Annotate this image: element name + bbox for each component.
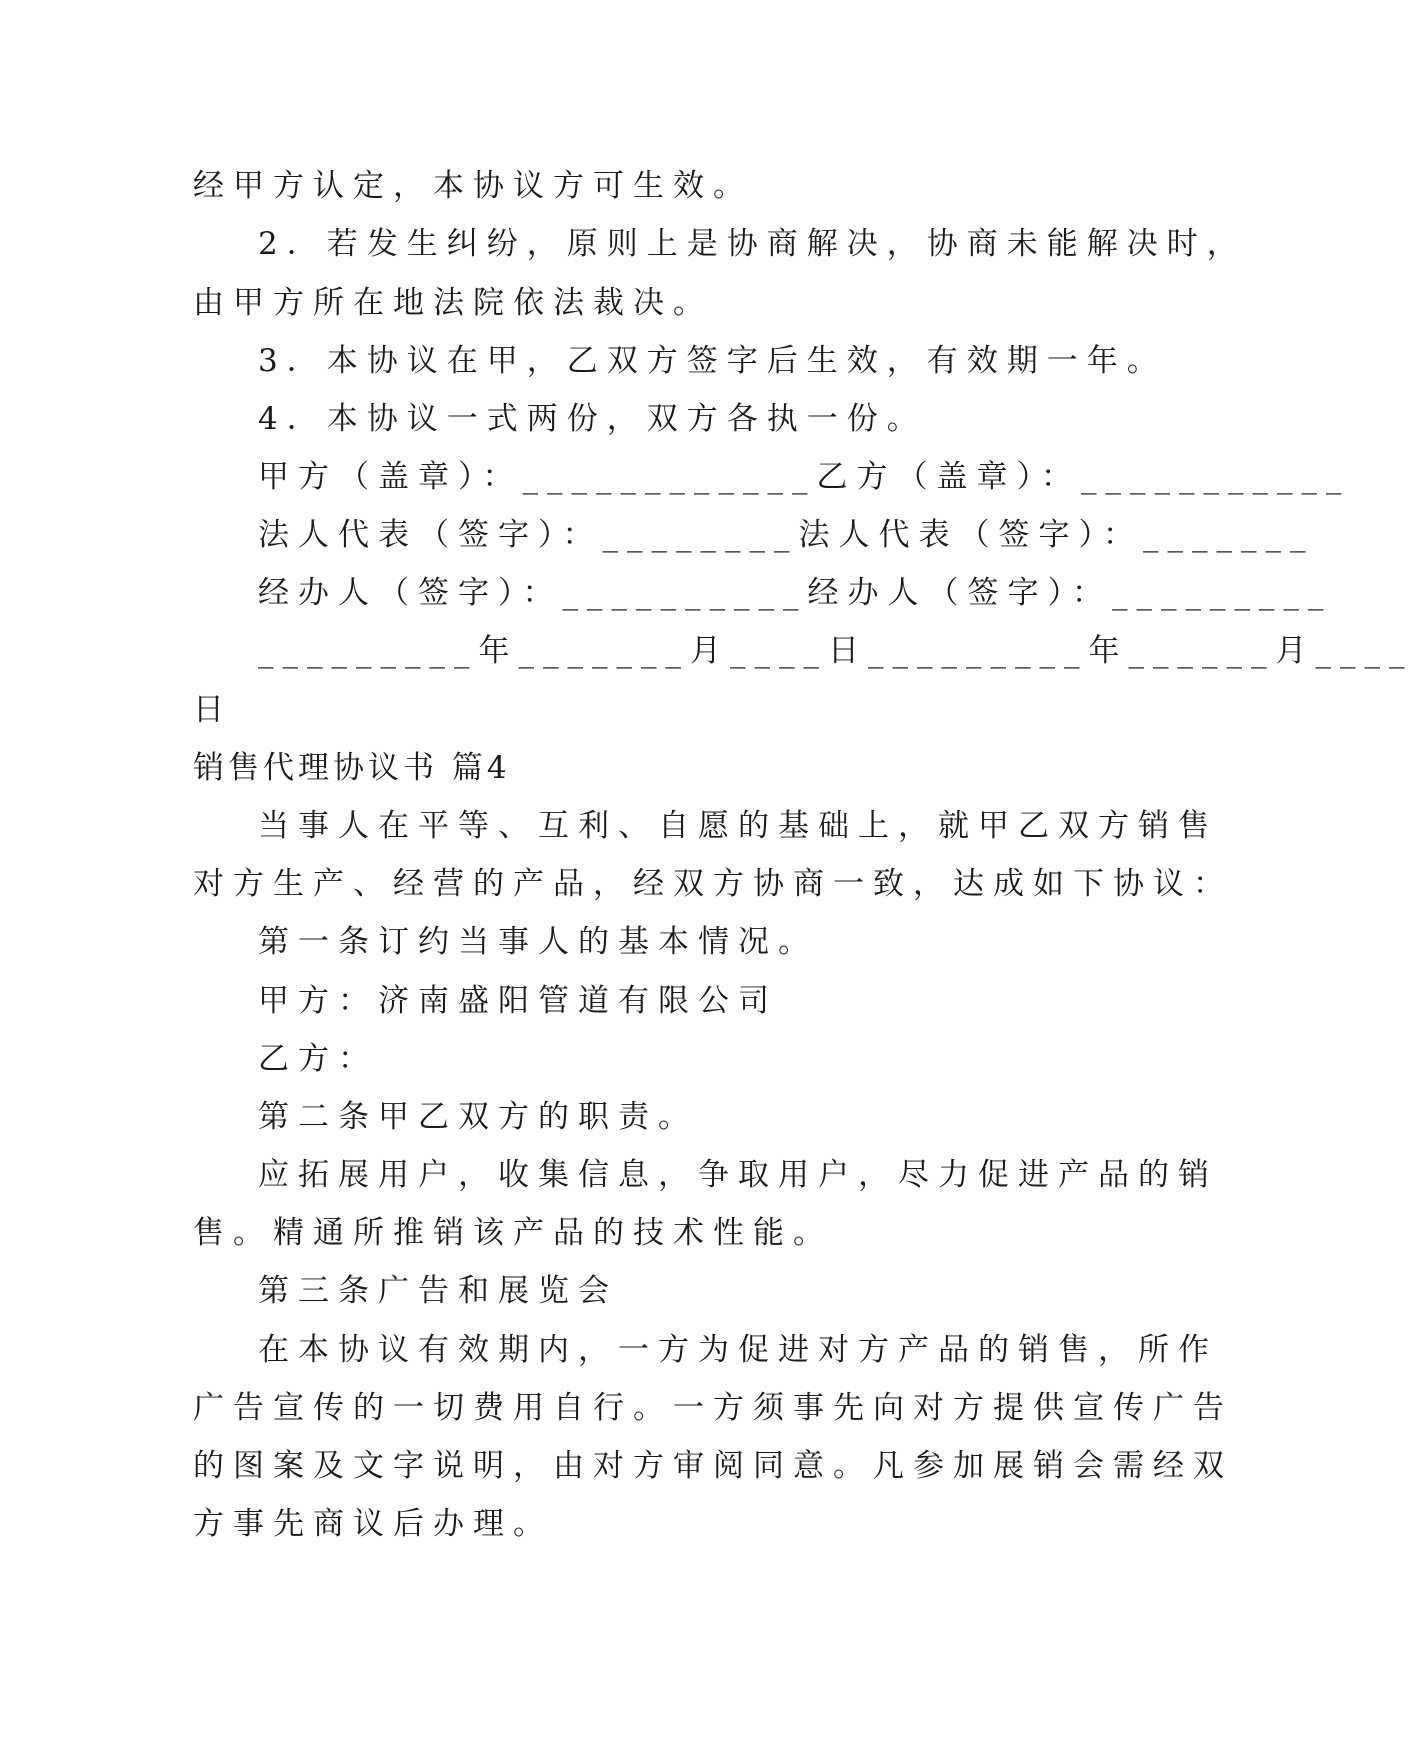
paragraph-line: 广告宣传的一切费用自行。一方须事先向对方提供宣传广告 <box>193 1390 1233 1426</box>
article-heading: 第三条广告和展览会 <box>258 1273 618 1309</box>
party-b-line: 乙方： <box>258 1041 378 1077</box>
clause-4-line: 4．本协议一式两份，双方各执一份。 <box>258 401 927 437</box>
paragraph-line: 应拓展用户，收集信息，争取用户，尽力促进产品的销 <box>258 1157 1218 1193</box>
date-line: _________年_______月____日_________年______月____ <box>258 633 1414 669</box>
paragraph-line: 方事先商议后办理。 <box>193 1506 553 1542</box>
paragraph-line: 经甲方认定，本协议方可生效。 <box>193 168 753 204</box>
handler-signature-line: 经办人（签字）：__________经办人（签字）：_________ <box>258 575 1333 611</box>
seal-signature-line: 甲方（盖章）：____________乙方（盖章）：___________ <box>258 459 1351 495</box>
clause-2-line: 2．若发生纠纷，原则上是协商解决，协商未能解决时， <box>258 226 1247 262</box>
paragraph-line: 售。精通所推销该产品的技术性能。 <box>193 1215 833 1251</box>
paragraph-line: 当事人在平等、互利、自愿的基础上，就甲乙双方销售 <box>258 808 1218 844</box>
paragraph-line: 的图案及文字说明，由对方审阅同意。凡参加展销会需经双 <box>193 1448 1233 1484</box>
paragraph-line: 在本协议有效期内，一方为促进对方产品的销售，所作 <box>258 1332 1218 1368</box>
article-heading: 第二条甲乙双方的职责。 <box>258 1099 698 1135</box>
paragraph-line: 由甲方所在地法院依法裁决。 <box>193 285 713 321</box>
clause-3-line: 3．本协议在甲，乙双方签字后生效，有效期一年。 <box>258 343 1167 379</box>
section-heading: 销售代理协议书 篇4 <box>193 750 511 786</box>
paragraph-line: 对方生产、经营的产品，经双方协商一致，达成如下协议： <box>193 866 1233 902</box>
legal-rep-signature-line: 法人代表（签字）：________法人代表（签字）：_______ <box>258 517 1315 553</box>
article-heading: 第一条订约当事人的基本情况。 <box>258 924 818 960</box>
party-a-line: 甲方：济南盛阳管道有限公司 <box>258 983 778 1019</box>
date-line-continued: 日 <box>193 692 233 728</box>
